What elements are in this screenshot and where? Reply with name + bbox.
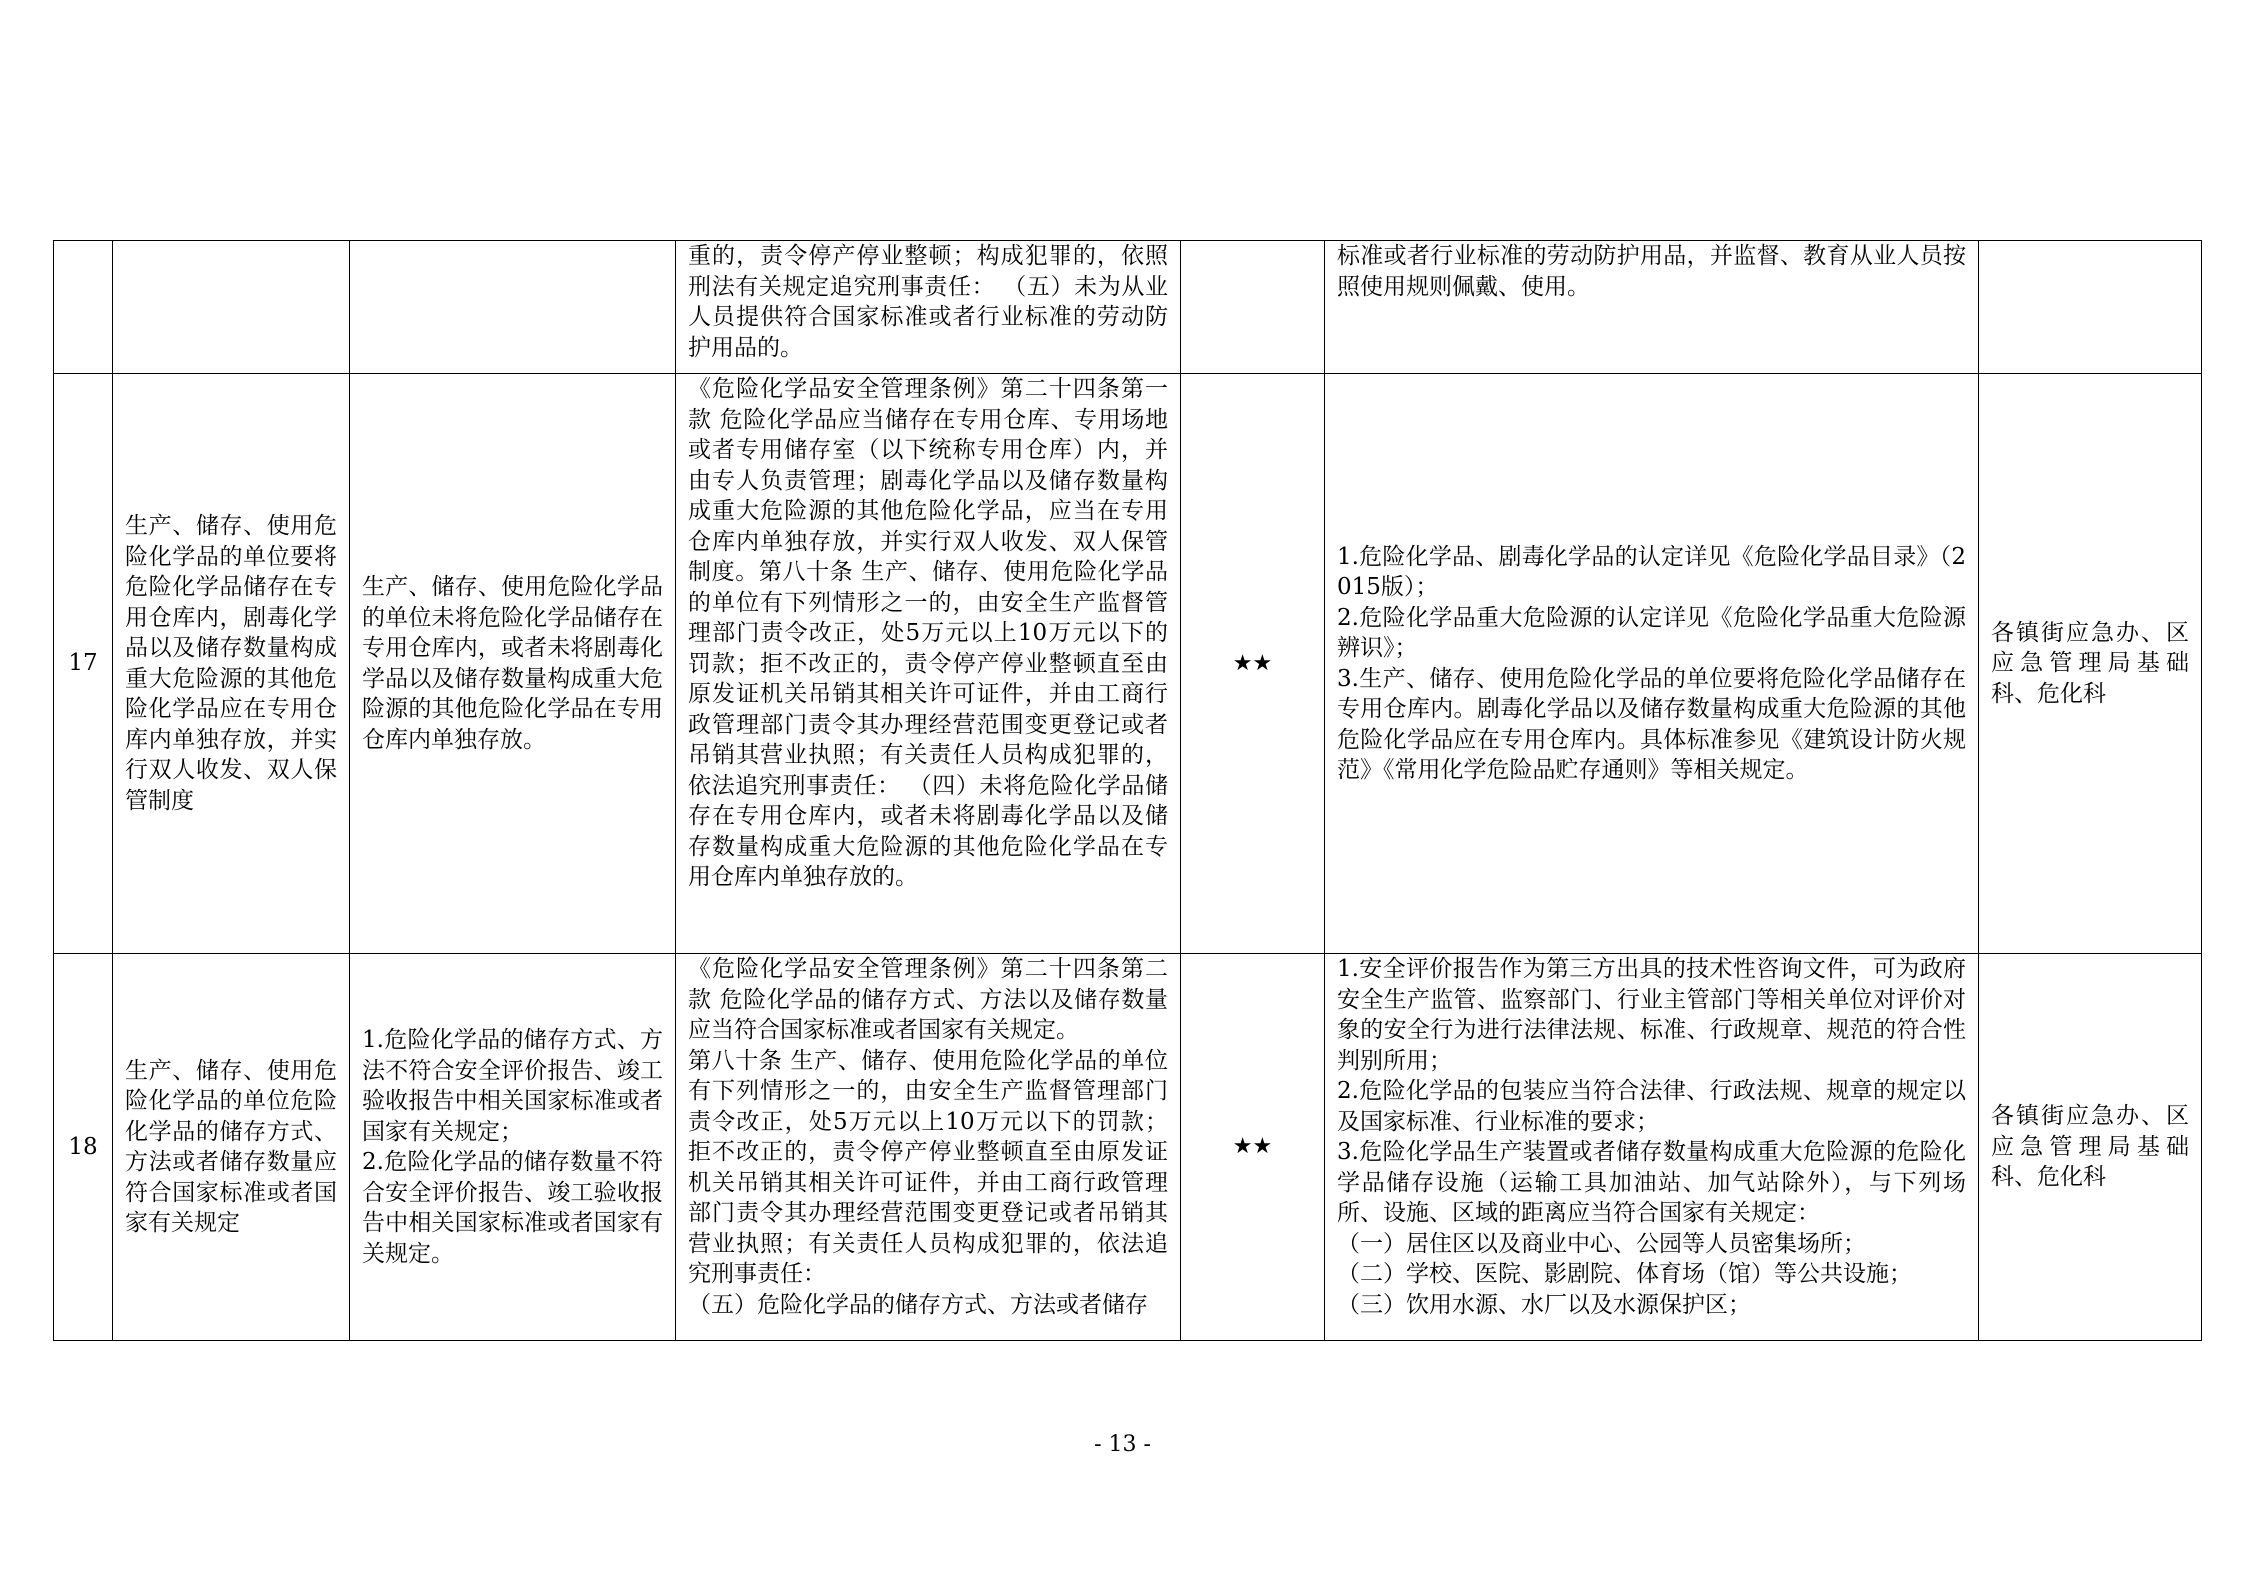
violation-situation bbox=[350, 954, 676, 1341]
responsible-department: 各镇街应急办、区应急管理局基础科、危化科 bbox=[1979, 954, 2202, 1341]
standard-line: 2.危险化学品重大危险源的认定详见《危险化学品重大危险源辨识》； bbox=[1337, 604, 1966, 661]
responsible-department: 各镇街应急办、区应急管理局基础科、危化科 bbox=[1979, 374, 2202, 954]
table-row bbox=[54, 374, 2202, 954]
regulation-table bbox=[53, 240, 2202, 1341]
check-item: 生产、储存、使用危险化学品的单位危险化学品的储存方式、方法或者储存数量应符合国家标准或者国家有关规定 bbox=[113, 954, 350, 1341]
standard-line: 3.危险化学品生产装置或者储存数量构成重大危险源的危险化学品储存设施（运输工具加油站、加气站除外），与下列场所、设施、区域的距离应当符合国家有关规定： bbox=[1337, 1139, 1966, 1226]
cell-number bbox=[54, 241, 113, 374]
cell-situation bbox=[350, 241, 676, 374]
hazard-level bbox=[1181, 374, 1325, 954]
standard-line: 3.生产、储存、使用危险化学品的单位要将危险化学品储存在专用仓库内。剧毒化学品以及储存数量构成重大危险源的其他危险化学品应在专用仓库内。具体标准参见《建筑设计防火规范》《常用化学危险品贮存通则》等相关规定。 bbox=[1337, 665, 1966, 783]
star-rating: ★★ bbox=[1232, 650, 1273, 676]
table-row-continuation bbox=[54, 241, 2202, 374]
cell-item bbox=[113, 241, 350, 374]
legal-basis bbox=[676, 954, 1181, 1341]
standard-line: 1.危险化学品、剧毒化学品的认定详见《危险化学品目录》（2015版）； bbox=[1337, 543, 1966, 600]
situation-line: 2.危险化学品的储存数量不符合安全评价报告、竣工验收报告中相关国家标准或者国家有关规定。 bbox=[362, 1149, 663, 1267]
row-number: 17 bbox=[54, 374, 113, 954]
situation-line: 1.危险化学品的储存方式、方法不符合安全评价报告、竣工验收报告中相关国家标准或者国家有关规定； bbox=[362, 1027, 663, 1145]
basis-line: （五）危险化学品的储存方式、方法或者储存 bbox=[688, 1291, 1148, 1318]
basis-line: 第八十条 生产、储存、使用危险化学品的单位有下列情形之一的，由安全生产监督管理部门责令改正，处5万元以上10万元以下的罚款；拒不改正的，责令停产停业整顿直至由原发证机关吊销其相关许可证件，并由工商行政管理部门责令其办理经营范围变更登记或者吊销其营业执照；有关责任人员构成犯罪的，依法追究刑事责任： bbox=[688, 1047, 1168, 1287]
judgment-standard bbox=[1325, 954, 1979, 1341]
standard-line: （三）饮用水源、水厂以及水源保护区； bbox=[1337, 1291, 1751, 1318]
table-row bbox=[54, 954, 2202, 1341]
cell-standard: 标准或者行业标准的劳动防护用品，并监督、教育从业人员按照使用规则佩戴、使用。 bbox=[1325, 241, 1979, 374]
star-rating: ★★ bbox=[1232, 1134, 1273, 1160]
row-number: 18 bbox=[54, 954, 113, 1341]
page-number: - 13 - bbox=[1094, 1432, 1151, 1457]
cell-department bbox=[1979, 241, 2202, 374]
standard-line: 2.危险化学品的包装应当符合法律、行政法规、规章的规定以及国家标准、行业标准的要求； bbox=[1337, 1078, 1966, 1135]
judgment-standard bbox=[1325, 374, 1979, 954]
legal-basis: 《危险化学品安全管理条例》第二十四条第一款 危险化学品应当储存在专用仓库、专用场地或者专用储存室（以下统称专用仓库）内，并由专人负责管理；剧毒化学品以及储存数量构成重大危险源的其他危险化学品，应当在专用仓库内单独存放，并实行双人收发、双人保管制度。第八十条 生产、储存、使用危险化学品的单位有下列情形之一的，由安全生产监督管理部门责令改正，处5万元以上10万元以下的罚款；拒不改正的，责令停产停业整顿直至由原发证机关吊销其相关许可证件，并由工商行政管理部门责令其办理经营范围变更登记或者吊销其营业执照；有关责任人员构成犯罪的，依法追究刑事责任： （四）未将危险化学品储存在专用仓库内，或者未将剧毒化学品以及储存数量构成重大危险源的其他危险化学品在专用仓库内单独存放的。 bbox=[676, 374, 1181, 954]
basis-line: 《危险化学品安全管理条例》第二十四条第二款 危险化学品的储存方式、方法以及储存数量应当符合国家标准或者国家有关规定。 bbox=[688, 956, 1168, 1043]
standard-line: （二）学校、医院、影剧院、体育场（馆）等公共设施； bbox=[1337, 1261, 1912, 1287]
standard-line: 1.安全评价报告作为第三方出具的技术性咨询文件，可为政府安全生产监管、监察部门、行业主管部门等相关单位对评价对象的安全行为进行法律法规、标准、行政规章、规范的符合性判别所用； bbox=[1337, 956, 1966, 1074]
check-item: 生产、储存、使用危险化学品的单位要将危险化学品储存在专用仓库内，剧毒化学品以及储存数量构成重大危险源的其他危险化学品应在专用仓库内单独存放，并实行双人收发、双人保管制度 bbox=[113, 374, 350, 954]
cell-basis: 重的，责令停产停业整顿；构成犯罪的，依照刑法有关规定追究刑事责任： （五）未为从业人员提供符合国家标准或者行业标准的劳动防护用品的。 bbox=[676, 241, 1181, 374]
cell-level bbox=[1181, 241, 1325, 374]
violation-situation: 生产、储存、使用危险化学品的单位未将危险化学品储存在专用仓库内，或者未将剧毒化学品以及储存数量构成重大危险源的其他危险化学品在专用仓库内单独存放。 bbox=[350, 374, 676, 954]
hazard-level bbox=[1181, 954, 1325, 1341]
standard-line: （一）居住区以及商业中心、公园等人员密集场所； bbox=[1337, 1230, 1866, 1257]
